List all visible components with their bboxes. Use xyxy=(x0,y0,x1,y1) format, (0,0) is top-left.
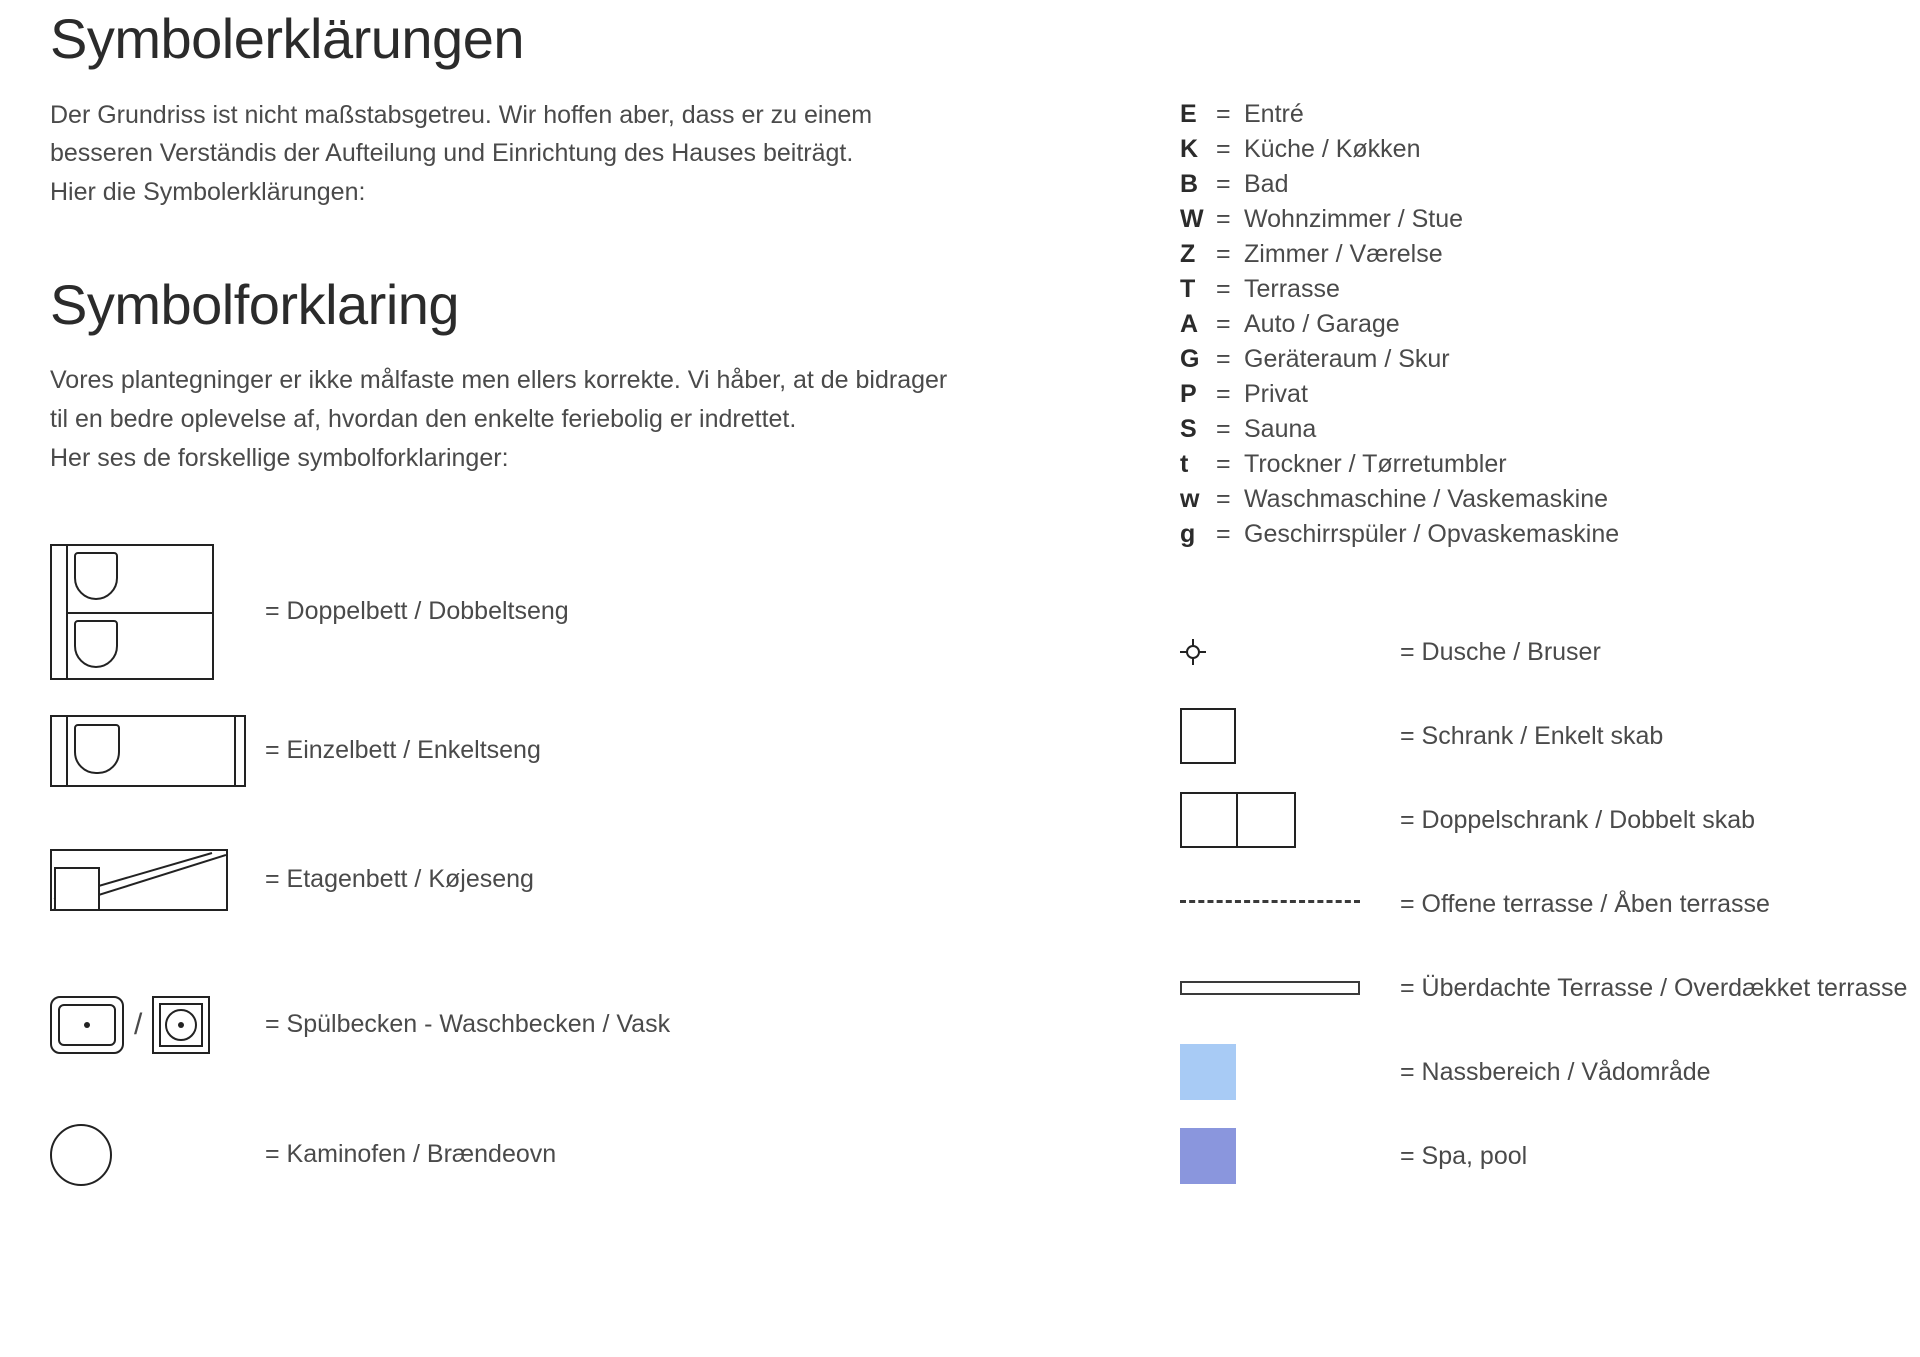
abbreviation-equals: = xyxy=(1216,205,1231,233)
symbol-item xyxy=(1180,778,1900,862)
abbreviation-key: A xyxy=(1180,310,1199,338)
abbreviation-value: Küche / Køkken xyxy=(1244,135,1421,163)
intro-da-line-1: Vores plantegninger er ikke målfaste men ellers korrekte. Vi håber, at de bidrager xyxy=(50,366,948,395)
abbreviation-equals: = xyxy=(1216,520,1231,548)
abbreviation-value: Auto / Garage xyxy=(1244,310,1400,338)
abbreviation-row xyxy=(1180,240,1900,275)
symbol-item-label: = Offene terrasse / Åben terrasse xyxy=(1400,889,1770,918)
abbreviation-row xyxy=(1180,205,1900,240)
abbreviation-row xyxy=(1180,100,1900,135)
legend-item xyxy=(50,532,1130,692)
page-title-de: Symbolerklärungen xyxy=(50,7,524,70)
abbreviation-value: Trockner / Tørretumbler xyxy=(1244,450,1507,478)
abbreviation-value: Sauna xyxy=(1244,415,1317,443)
left-column xyxy=(50,0,1130,1210)
page-title-da: Symbolforklaring xyxy=(50,272,460,336)
abbreviation-key: G xyxy=(1180,345,1200,373)
abbreviation-value: Zimmer / Værelse xyxy=(1244,240,1443,268)
abbreviation-row xyxy=(1180,345,1900,380)
open-terrace-icon xyxy=(1180,900,1400,908)
furniture-legend-list xyxy=(50,532,1130,1210)
abbreviation-value: Terrasse xyxy=(1244,275,1340,303)
abbreviation-row xyxy=(1180,450,1900,485)
symbol-item xyxy=(1180,946,1908,1030)
symbol-item-label: = Nassbereich / Vådområde xyxy=(1400,1057,1711,1086)
abbreviation-value: Bad xyxy=(1244,170,1289,198)
single-closet-icon xyxy=(1180,708,1400,764)
legend-item-label: = Doppelbett / Dobbeltseng xyxy=(265,597,569,626)
wood-stove-icon xyxy=(50,1124,265,1186)
abbreviation-key: K xyxy=(1180,135,1199,163)
abbreviation-row xyxy=(1180,415,1900,450)
spa-pool-swatch xyxy=(1180,1128,1400,1184)
symbol-item xyxy=(1180,1114,1900,1198)
wet-area-swatch xyxy=(1180,1044,1400,1100)
double-closet-icon xyxy=(1180,792,1400,848)
abbreviation-equals: = xyxy=(1216,485,1231,513)
sink-basin-icon xyxy=(50,996,265,1054)
legend-item xyxy=(50,1100,1130,1210)
symbol-item xyxy=(1180,610,1900,694)
legend-item-label: = Kaminofen / Brændeovn xyxy=(265,1140,557,1169)
abbreviation-row xyxy=(1180,380,1900,415)
intro-paragraph-de xyxy=(50,96,1130,212)
abbreviation-equals: = xyxy=(1216,450,1231,478)
intro-de-line-3: Hier die Symbolerklärungen: xyxy=(50,178,366,207)
intro-da-line-3: Her ses de forskellige symbolforklaringer: xyxy=(50,443,509,472)
legend-item-label: = Einzelbett / Enkeltseng xyxy=(265,736,541,765)
abbreviation-key: S xyxy=(1180,415,1197,443)
abbreviation-key: w xyxy=(1180,485,1200,513)
intro-de-line-1: Der Grundriss ist nicht maßstabsgetreu. Wir hoffen aber, dass er zu einem xyxy=(50,100,873,129)
abbreviation-key: E xyxy=(1180,100,1197,128)
symbol-item-label: = Schrank / Enkelt skab xyxy=(1400,721,1664,750)
abbreviation-key: T xyxy=(1180,275,1196,303)
intro-da-line-2: til en bedre oplevelse af, hvordan den enkelte feriebolig er indrettet. xyxy=(50,405,797,434)
symbol-item xyxy=(1180,694,1900,778)
abbreviation-row xyxy=(1180,485,1900,520)
abbreviation-row xyxy=(1180,135,1900,170)
abbreviation-equals: = xyxy=(1216,415,1231,443)
symbol-item xyxy=(1180,862,1900,946)
abbreviation-equals: = xyxy=(1216,380,1231,408)
right-column xyxy=(1180,0,1908,1198)
symbol-item-label: = Überdachte Terrasse / Overdækket terrasse xyxy=(1400,973,1908,1002)
abbreviation-equals: = xyxy=(1216,345,1231,373)
shower-icon xyxy=(1180,639,1400,665)
abbreviation-key: g xyxy=(1180,520,1196,548)
legend-item-label: = Spülbecken - Waschbecken / Vask xyxy=(265,1010,671,1039)
abbreviation-row xyxy=(1180,310,1900,345)
abbreviation-row xyxy=(1180,275,1900,310)
symbol-item-label: = Dusche / Bruser xyxy=(1400,637,1601,666)
symbol-item-label: = Spa, pool xyxy=(1400,1141,1528,1170)
separator-slash: / xyxy=(134,1007,143,1041)
abbreviation-value: Entré xyxy=(1244,100,1304,128)
abbreviation-value: Privat xyxy=(1244,380,1308,408)
legend-item xyxy=(50,692,1130,810)
abbreviation-row xyxy=(1180,170,1900,205)
legend-item xyxy=(50,810,1130,950)
abbreviation-equals: = xyxy=(1216,100,1231,128)
legend-item xyxy=(50,950,1130,1100)
intro-de-line-2: besseren Verständis der Aufteilung und Einrichtung des Hauses beiträgt. xyxy=(50,139,854,168)
covered-terrace-icon xyxy=(1180,981,1400,995)
symbols-list xyxy=(1180,610,1908,1198)
symbol-item xyxy=(1180,1030,1900,1114)
abbreviation-key: B xyxy=(1180,170,1199,198)
abbreviation-equals: = xyxy=(1216,240,1231,268)
abbreviation-equals: = xyxy=(1216,170,1231,198)
abbreviation-value: Waschmaschine / Vaskemaskine xyxy=(1244,485,1609,513)
abbreviation-value: Wohnzimmer / Stue xyxy=(1244,205,1464,233)
abbreviation-key: W xyxy=(1180,205,1204,233)
abbreviations-list xyxy=(1180,100,1900,555)
abbreviation-key: P xyxy=(1180,380,1197,408)
bunk-bed-icon xyxy=(50,849,265,911)
double-bed-icon xyxy=(50,544,265,680)
abbreviation-equals: = xyxy=(1216,310,1231,338)
abbreviation-value: Geschirrspüler / Opvaskemaskine xyxy=(1244,520,1620,548)
abbreviation-equals: = xyxy=(1216,135,1231,163)
abbreviation-equals: = xyxy=(1216,275,1231,303)
abbreviation-row xyxy=(1180,520,1900,555)
symbol-item-label: = Doppelschrank / Dobbelt skab xyxy=(1400,805,1756,834)
single-bed-icon xyxy=(50,715,265,787)
abbreviation-key: Z xyxy=(1180,240,1196,268)
intro-paragraph-da xyxy=(50,361,1130,477)
abbreviation-key: t xyxy=(1180,450,1189,478)
legend-item-label: = Etagenbett / Køjeseng xyxy=(265,865,534,894)
abbreviation-value: Geräteraum / Skur xyxy=(1244,345,1450,373)
